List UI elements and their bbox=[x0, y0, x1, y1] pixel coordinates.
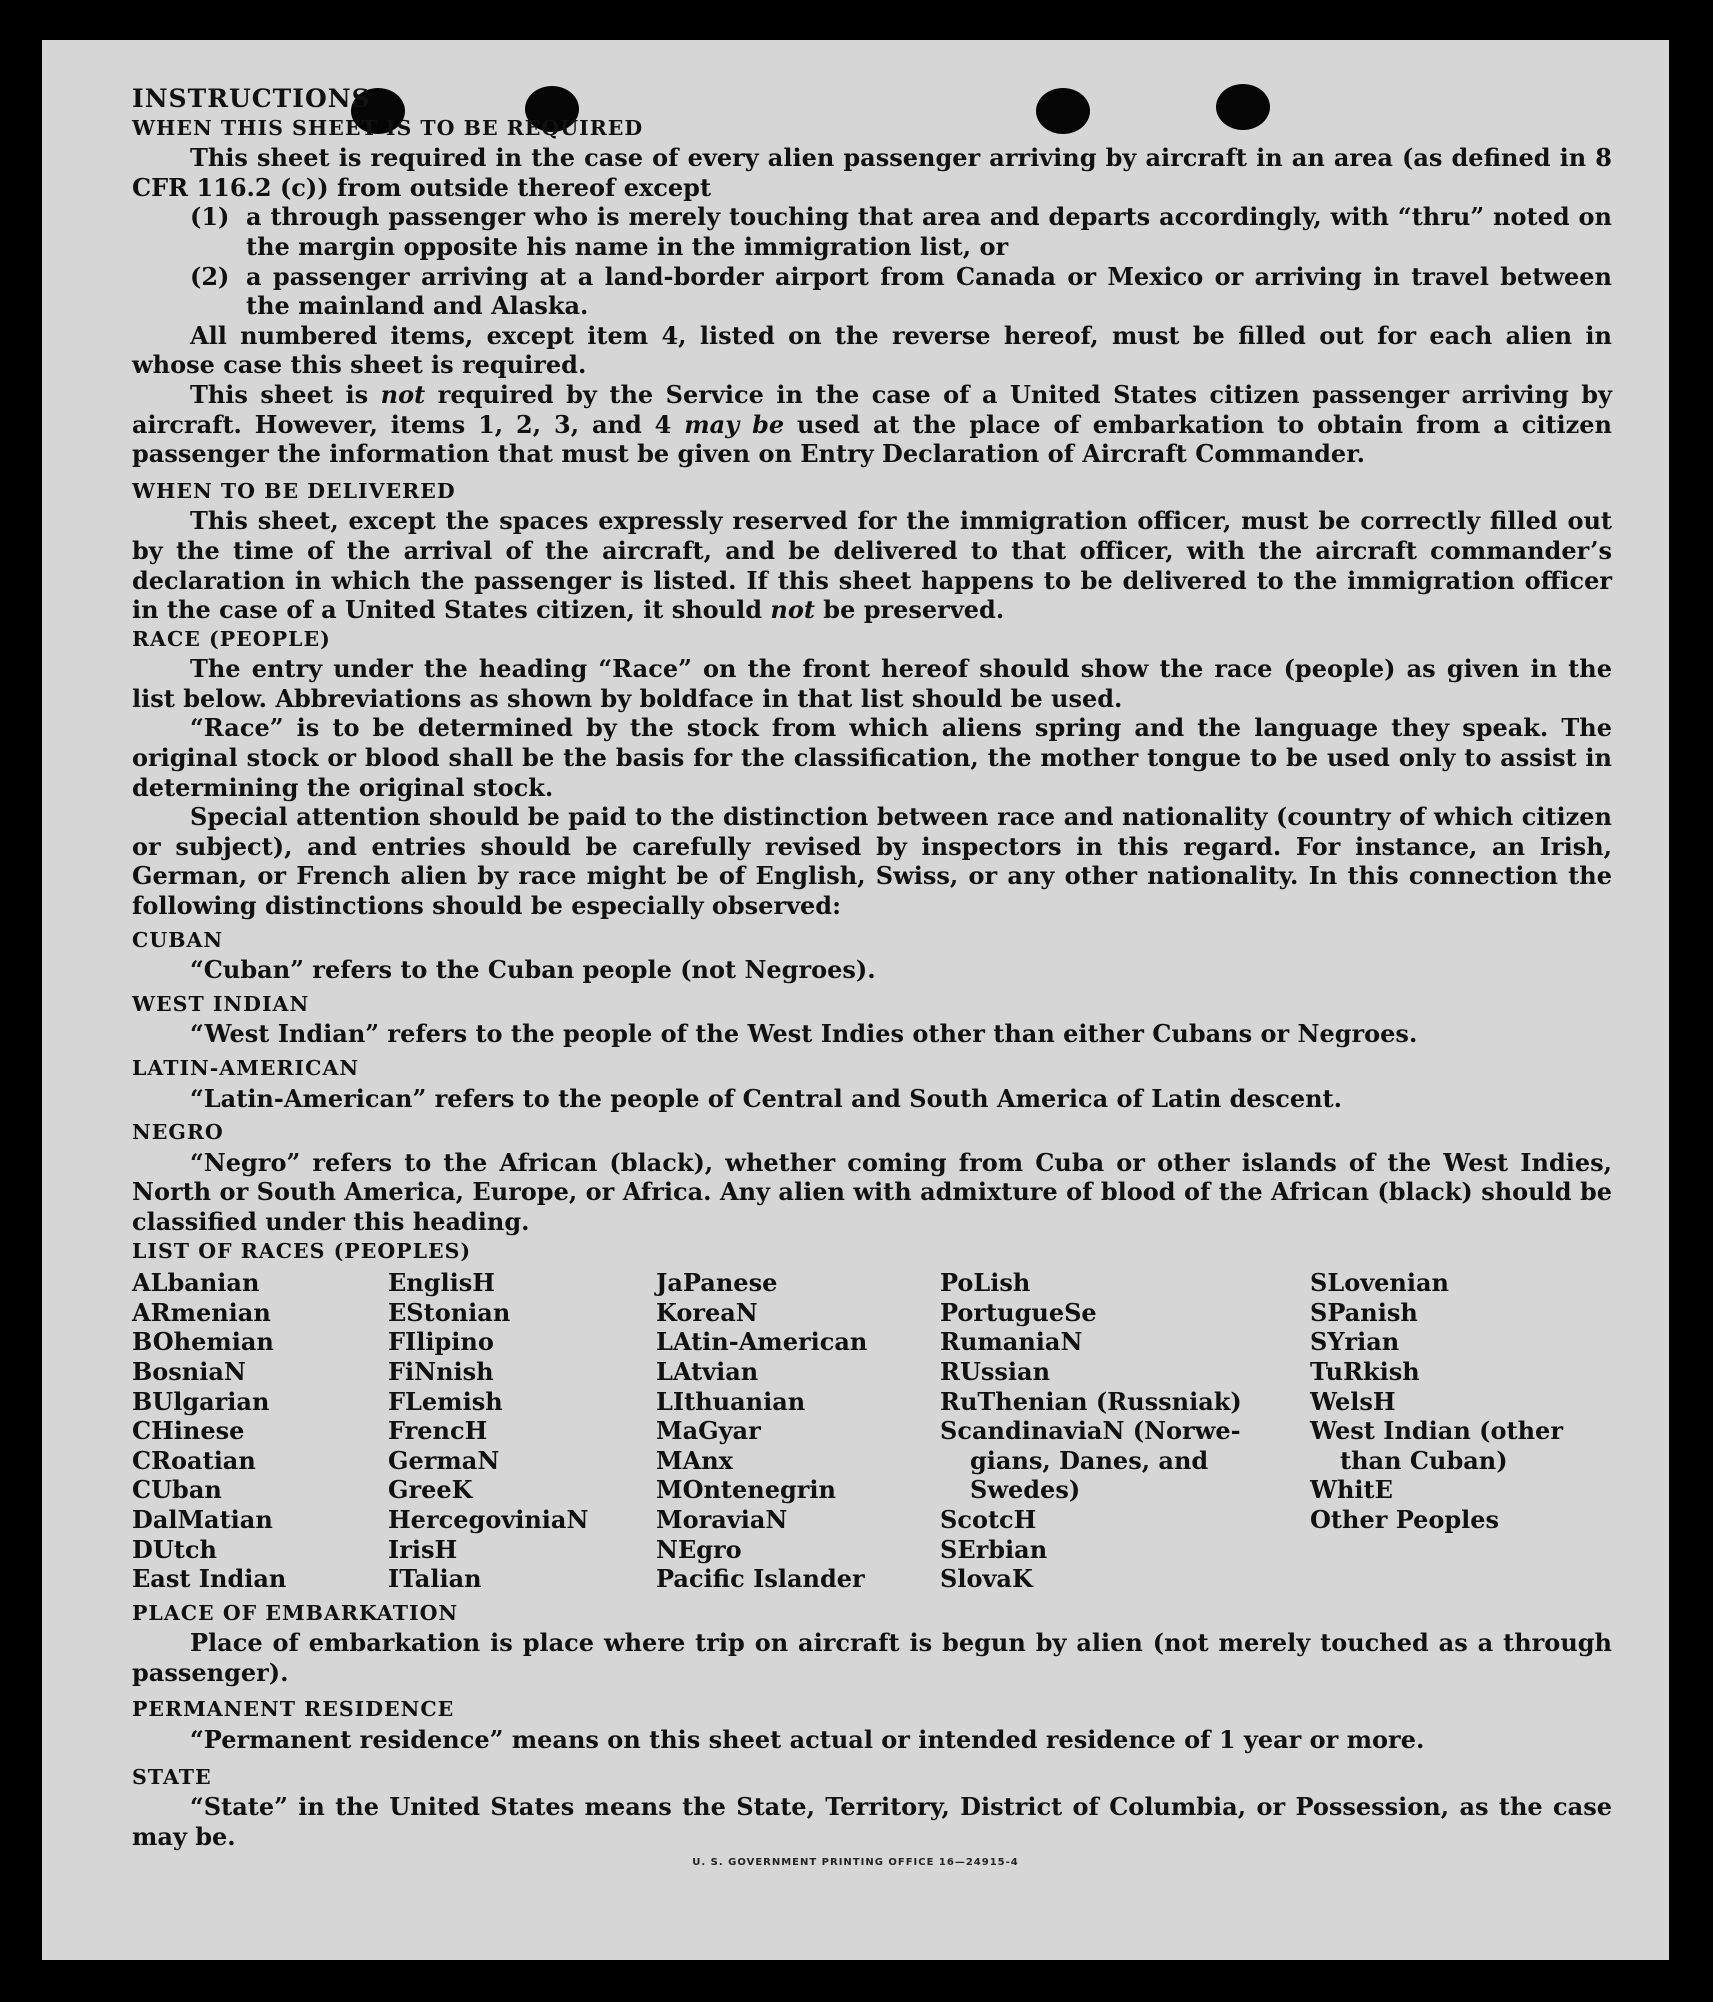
race-entry: ScandinaviaN (Norwe- bbox=[940, 1416, 1241, 1446]
race-entry: FiNnish bbox=[388, 1356, 494, 1386]
section-heading: NEGRO bbox=[132, 1120, 224, 1145]
race-entry: DalMatian bbox=[132, 1504, 273, 1534]
race-entry: JaPanese bbox=[656, 1268, 778, 1298]
text-run: This sheet, except the spaces expressly reserved for the immigration officer, must be correctly filled out by the time of the arrival of the aircraft, and be delivered to that officer, with the aircraft commander’s declaration in which the passenger is listed. If this sheet happens to be delivered to the immigration officer in the case of a United States citizen, it should bbox=[132, 506, 1612, 625]
race-entry: HercegoviniaN bbox=[388, 1504, 589, 1534]
race-entry: ARmenian bbox=[132, 1297, 271, 1327]
paragraph bbox=[132, 506, 1612, 624]
paragraph: Special attention should be paid to the distinction between race and nationality (country of which citizen or subject), and entries should be carefully revised by inspectors in this regard. For instance, an Irish, German, or French alien by race might be of English, Swiss, or any other nationality. In this connection the following distinctions should be especially observed: bbox=[132, 802, 1612, 921]
section-heading: LATIN-AMERICAN bbox=[132, 1056, 360, 1080]
race-entry: NEgro bbox=[656, 1534, 742, 1564]
race-entry: EStonian bbox=[388, 1297, 511, 1327]
race-entry: BOhemian bbox=[132, 1327, 274, 1357]
page-title: INSTRUCTIONS bbox=[132, 84, 371, 113]
race-entry: RUssian bbox=[940, 1356, 1051, 1386]
paragraph: “Cuban” refers to the Cuban people (not Negroes). bbox=[190, 955, 876, 985]
race-entry: BUlgarian bbox=[132, 1386, 270, 1416]
race-entry: ITalian bbox=[388, 1564, 482, 1594]
race-entry: CHinese bbox=[132, 1416, 245, 1446]
paragraph: “Negro” refers to the African (black), whether coming from Cuba or other islands of the West Indies, North or South America, Europe, or Africa. Any alien with admixture of blood of the African (black) should be classified under this heading. bbox=[132, 1147, 1612, 1236]
item-text: a through passenger who is merely touching that area and departs accordingly, with “thru” noted on the margin opposite his name in the immigration list, or bbox=[246, 202, 1612, 261]
race-entry: CRoatian bbox=[132, 1445, 256, 1475]
section-heading: LIST OF RACES (PEOPLES) bbox=[132, 1238, 472, 1263]
section-heading: RACE (PEOPLE) bbox=[132, 626, 331, 651]
race-entry: FIlipino bbox=[388, 1327, 494, 1357]
race-entry: SlovaK bbox=[940, 1564, 1033, 1594]
race-entry: TuRkish bbox=[1310, 1356, 1420, 1386]
paragraph: The entry under the heading “Race” on the front hereof should show the race (people) as given in the list below. Abbreviations as shown by boldface in that list should be used. bbox=[132, 654, 1612, 713]
race-column bbox=[1310, 1268, 1600, 1594]
list-item bbox=[132, 262, 1612, 321]
paragraph: Place of embarkation is place where trip on aircraft is begun by alien (not merely touched as a through passenger). bbox=[132, 1628, 1612, 1687]
paragraph: All numbered items, except item 4, listed on the reverse hereof, must be filled out for each alien in whose case this sheet is required. bbox=[132, 320, 1612, 380]
race-entry: MAnx bbox=[656, 1445, 733, 1475]
race-entry: SPanish bbox=[1310, 1297, 1418, 1327]
race-entry: MOntenegrin bbox=[656, 1475, 836, 1505]
race-entry: LIthuanian bbox=[656, 1386, 806, 1416]
race-entry: WhitE bbox=[1310, 1475, 1393, 1505]
race-entry: Pacific Islander bbox=[656, 1564, 865, 1594]
section-heading: CUBAN bbox=[132, 927, 224, 952]
paragraph: “State” in the United States means the State, Territory, District of Columbia, or Possession, as the case may be. bbox=[132, 1792, 1612, 1851]
item-number: (2) bbox=[190, 261, 230, 291]
instructions-body bbox=[132, 84, 1612, 1851]
race-entry: GermaN bbox=[388, 1445, 500, 1475]
race-entry: WelsH bbox=[1310, 1386, 1396, 1416]
race-list bbox=[132, 1268, 1612, 1594]
list-item bbox=[132, 202, 1612, 261]
item-text: a passenger arriving at a land-border airport from Canada or Mexico or arriving in travel between the mainland and Alaska. bbox=[246, 261, 1612, 321]
race-entry: Other Peoples bbox=[1310, 1504, 1500, 1534]
race-entry: FLemish bbox=[388, 1386, 503, 1416]
race-entry: West Indian (other bbox=[1310, 1416, 1563, 1446]
paragraph: “Latin-American” refers to the people of Central and South America of Latin descent. bbox=[190, 1083, 1342, 1113]
document-page bbox=[42, 40, 1669, 1960]
race-entry: MaGyar bbox=[656, 1416, 761, 1446]
text-run: used at the place of embarkation to obtain from a citizen passenger the information that must be given on Entry Declaration of Aircraft Commander. bbox=[132, 409, 1613, 469]
race-column bbox=[656, 1268, 940, 1594]
race-entry: KoreaN bbox=[656, 1297, 758, 1327]
item-number: (1) bbox=[190, 202, 230, 232]
paragraph bbox=[132, 380, 1612, 469]
section-heading: STATE bbox=[132, 1764, 212, 1789]
race-entry: EnglisH bbox=[388, 1268, 495, 1298]
race-entry: ScotcH bbox=[940, 1504, 1037, 1534]
race-entry: RumaniaN bbox=[940, 1327, 1083, 1357]
race-entry: CUban bbox=[132, 1475, 222, 1505]
paragraph: “Permanent residence” means on this sheet actual or intended residence of 1 year or more. bbox=[190, 1725, 1425, 1755]
emphasis: not bbox=[380, 379, 426, 409]
section-heading: WEST INDIAN bbox=[132, 991, 310, 1016]
text-run: required by the Service in the case of a United States citizen passenger arriving by aircraft. However, items 1, 2, 3, and 4 bbox=[132, 379, 1612, 439]
race-entry: ALbanian bbox=[132, 1268, 260, 1298]
paragraph: “West Indian” refers to the people of the West Indies other than either Cubans or Negroes. bbox=[190, 1019, 1418, 1049]
race-entry: Swedes) bbox=[970, 1475, 1081, 1505]
race-entry: LAtvian bbox=[656, 1356, 759, 1386]
race-entry: MoraviaN bbox=[656, 1504, 788, 1534]
race-entry: IrisH bbox=[388, 1534, 458, 1564]
emphasis: not bbox=[770, 595, 815, 625]
text-run: This sheet is bbox=[190, 379, 381, 409]
race-entry: LAtin-American bbox=[656, 1327, 868, 1357]
paragraph: This sheet is required in the case of every alien passenger arriving by aircraft in an area (as defined in 8 CFR 116.2 (c)) from outside thereof except bbox=[132, 143, 1612, 202]
paragraph: “Race” is to be determined by the stock from which aliens spring and the language they speak. The original stock or blood shall be the basis for the classification, the mother tongue to be used only to assist in determining the original stock. bbox=[132, 713, 1612, 802]
race-entry: than Cuban) bbox=[1340, 1445, 1508, 1475]
section-heading: PLACE OF EMBARKATION bbox=[132, 1600, 459, 1625]
race-entry: RuThenian (Russniak) bbox=[940, 1386, 1242, 1416]
race-entry: PortugueSe bbox=[940, 1297, 1097, 1327]
race-column bbox=[388, 1268, 656, 1594]
race-entry: SYrian bbox=[1310, 1327, 1400, 1357]
race-entry: BosniaN bbox=[132, 1356, 246, 1386]
section-heading: WHEN TO BE DELIVERED bbox=[132, 478, 456, 503]
race-entry: PoLish bbox=[940, 1268, 1031, 1298]
race-column bbox=[132, 1268, 388, 1594]
race-entry: SLovenian bbox=[1310, 1268, 1449, 1298]
race-entry: SErbian bbox=[940, 1534, 1048, 1564]
race-entry: gians, Danes, and bbox=[970, 1445, 1209, 1475]
race-entry: DUtch bbox=[132, 1534, 217, 1564]
text-run: be preserved. bbox=[814, 595, 1005, 625]
race-entry: East Indian bbox=[132, 1564, 287, 1594]
section-heading: WHEN THIS SHEET IS TO BE REQUIRED bbox=[132, 115, 644, 140]
race-column bbox=[940, 1268, 1310, 1594]
section-heading: PERMANENT RESIDENCE bbox=[132, 1697, 455, 1722]
race-entry: GreeK bbox=[388, 1475, 473, 1505]
printing-office-footer: U. S. GOVERNMENT PRINTING OFFICE 16—24915-4 bbox=[692, 1857, 1019, 1868]
race-entry: FrencH bbox=[388, 1416, 488, 1446]
emphasis: may be bbox=[684, 409, 785, 439]
